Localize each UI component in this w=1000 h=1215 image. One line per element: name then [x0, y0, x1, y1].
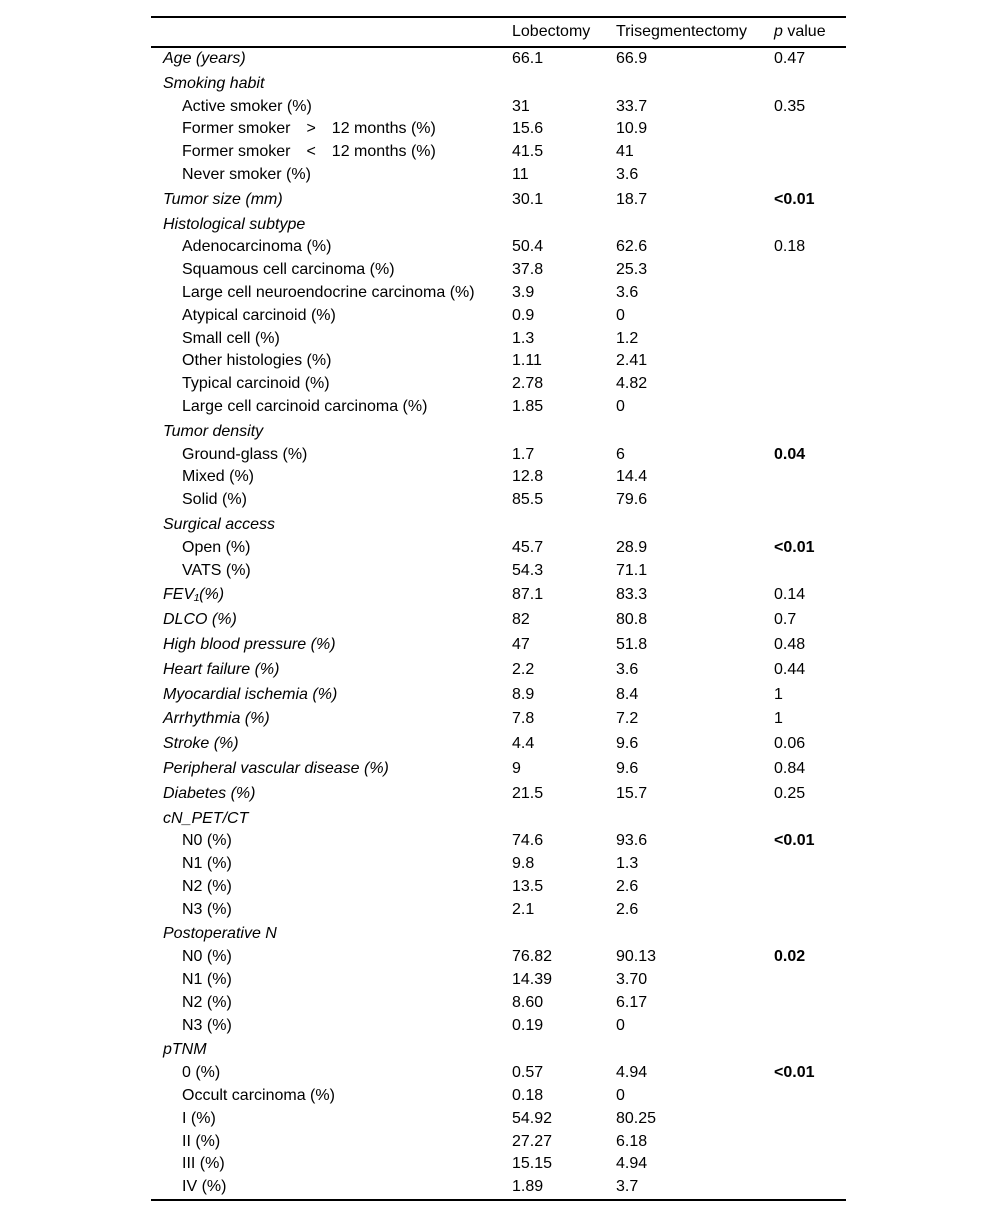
p-value: <0.01: [774, 832, 815, 850]
trisegmentectomy-value: 0: [616, 1016, 625, 1034]
p-value: <0.01: [774, 538, 815, 556]
p-value: [774, 899, 846, 922]
lobectomy-value: 2.1: [512, 900, 535, 918]
row-label: Squamous cell carcinoma (%): [182, 261, 395, 279]
row-label: Age (years): [163, 50, 246, 67]
header-lobectomy: Lobectomy: [512, 17, 616, 47]
row-label: Histological subtype: [163, 215, 306, 233]
trisegmentectomy-value: 25.3: [616, 261, 648, 279]
lobectomy-value: 1.11: [512, 352, 542, 370]
lobectomy-value: 0.19: [512, 1016, 544, 1034]
trisegmentectomy-value: 15.7: [616, 784, 648, 802]
trisegmentectomy-value: [616, 921, 774, 946]
lobectomy-value: 1.7: [512, 445, 535, 463]
p-value: <0.01: [774, 1064, 815, 1082]
row-label: N2 (%): [182, 993, 232, 1011]
table-row: [151, 899, 846, 922]
table-row: [151, 466, 846, 489]
lobectomy-value: 50.4: [512, 238, 544, 256]
trisegmentectomy-value: 1.2: [616, 329, 639, 347]
trisegmentectomy-value: 33.7: [616, 97, 648, 115]
p-value: [774, 921, 846, 946]
lobectomy-value: 8.9: [512, 685, 535, 703]
trisegmentectomy-value: [616, 212, 774, 237]
row-label: Former smoker < 12 months (%): [182, 143, 436, 161]
lobectomy-value: 41.5: [512, 143, 544, 161]
table-row: [151, 419, 846, 444]
trisegmentectomy-value: 4.94: [616, 1064, 648, 1082]
row-label: Smoking habit: [163, 74, 265, 92]
row-label: cN_PET/CT: [163, 809, 249, 827]
lobectomy-value: [512, 512, 616, 537]
trisegmentectomy-value: 3.6: [616, 660, 639, 678]
row-label: N2 (%): [182, 877, 232, 895]
row-label: Surgical access: [163, 515, 276, 533]
row-label: Tumor density: [163, 422, 264, 440]
p-value: 0.47: [774, 50, 806, 67]
lobectomy-value: 54.3: [512, 561, 544, 579]
p-value: [774, 373, 846, 396]
p-value: 0.25: [774, 784, 806, 802]
lobectomy-value: 3.9: [512, 283, 535, 301]
trisegmentectomy-value: 2.41: [616, 352, 648, 370]
row-label: I (%): [182, 1109, 216, 1127]
p-value: [774, 1037, 846, 1062]
row-label: Peripheral vascular disease (%): [163, 759, 389, 777]
row-label: III (%): [182, 1155, 225, 1173]
p-value: 0.04: [774, 445, 806, 463]
p-value: [774, 350, 846, 373]
trisegmentectomy-value: 28.9: [616, 538, 648, 556]
p-value: 0.35: [774, 97, 806, 115]
table-row: [151, 1131, 846, 1154]
p-value: [774, 560, 846, 583]
p-value: [774, 419, 846, 444]
p-value: [774, 396, 846, 419]
table-row: [151, 706, 846, 731]
p-value: 0.06: [774, 735, 806, 753]
lobectomy-value: 2.2: [512, 660, 535, 678]
table-row: [151, 582, 846, 607]
row-label: N1 (%): [182, 971, 232, 989]
lobectomy-value: 1.3: [512, 329, 535, 347]
lobectomy-value: 74.6: [512, 832, 544, 850]
trisegmentectomy-value: 51.8: [616, 635, 648, 653]
table-row: [151, 236, 846, 259]
lobectomy-value: 2.78: [512, 375, 544, 393]
table-header-row: [151, 17, 846, 47]
p-value: [774, 259, 846, 282]
row-label: N3 (%): [182, 900, 232, 918]
row-label: Small cell (%): [182, 329, 280, 347]
trisegmentectomy-value: 71.1: [616, 561, 648, 579]
table-row: [151, 350, 846, 373]
lobectomy-value: 37.8: [512, 261, 544, 279]
row-label: FEV₁(%): [163, 586, 225, 604]
trisegmentectomy-value: 0: [616, 306, 625, 324]
row-label: Diabetes (%): [163, 784, 256, 802]
table-row: [151, 47, 846, 71]
trisegmentectomy-value: 4.94: [616, 1155, 648, 1173]
lobectomy-value: 21.5: [512, 784, 544, 802]
p-value: [774, 141, 846, 164]
p-value: 0.18: [774, 238, 806, 256]
row-label: Stroke (%): [163, 735, 239, 753]
table-row: [151, 96, 846, 119]
trisegmentectomy-value: 79.6: [616, 491, 648, 509]
p-value: [774, 876, 846, 899]
p-value: <0.01: [774, 190, 815, 208]
lobectomy-value: 1.85: [512, 397, 544, 415]
table-row: [151, 560, 846, 583]
table-row: [151, 946, 846, 969]
table-row: [151, 1037, 846, 1062]
trisegmentectomy-value: 8.4: [616, 685, 639, 703]
row-label: Mixed (%): [182, 468, 255, 486]
table-row: [151, 969, 846, 992]
p-value: [774, 1085, 846, 1108]
table-row: [151, 731, 846, 756]
trisegmentectomy-value: 83.3: [616, 586, 648, 604]
trisegmentectomy-value: 90.13: [616, 948, 657, 966]
row-label: Heart failure (%): [163, 660, 280, 678]
row-label: N0 (%): [182, 832, 232, 850]
trisegmentectomy-value: 0: [616, 1087, 625, 1105]
trisegmentectomy-value: [616, 1037, 774, 1062]
trisegmentectomy-value: 3.7: [616, 1178, 639, 1196]
row-label: Solid (%): [182, 491, 247, 509]
table-row: [151, 1108, 846, 1131]
row-label: N1 (%): [182, 855, 232, 873]
lobectomy-value: 12.8: [512, 468, 544, 486]
p-value: [774, 282, 846, 305]
trisegmentectomy-value: 80.25: [616, 1109, 657, 1127]
row-label: Former smoker > 12 months (%): [182, 120, 436, 138]
lobectomy-value: 30.1: [512, 190, 544, 208]
trisegmentectomy-value: [616, 512, 774, 537]
row-label: Arrhythmia (%): [163, 710, 270, 728]
lobectomy-value: 0.57: [512, 1064, 544, 1082]
trisegmentectomy-value: 18.7: [616, 190, 648, 208]
p-value: 0.14: [774, 586, 806, 604]
header-empty: [151, 17, 512, 47]
table-row: [151, 187, 846, 212]
lobectomy-value: 47: [512, 635, 530, 653]
lobectomy-value: 54.92: [512, 1109, 553, 1127]
trisegmentectomy-value: 62.6: [616, 238, 648, 256]
row-label: Postoperative N: [163, 925, 277, 943]
trisegmentectomy-value: 80.8: [616, 611, 648, 629]
lobectomy-value: [512, 921, 616, 946]
row-label: Large cell carcinoid carcinoma (%): [182, 397, 428, 415]
lobectomy-value: 0.9: [512, 306, 535, 324]
table-row: [151, 607, 846, 632]
lobectomy-value: 85.5: [512, 491, 544, 509]
p-value: [774, 969, 846, 992]
table-row: [151, 396, 846, 419]
p-value: [774, 71, 846, 96]
row-label: Typical carcinoid (%): [182, 375, 330, 393]
trisegmentectomy-value: 3.70: [616, 971, 648, 989]
row-label: Active smoker (%): [182, 97, 312, 115]
lobectomy-value: [512, 212, 616, 237]
p-value: [774, 1176, 846, 1200]
lobectomy-value: 1.89: [512, 1178, 544, 1196]
p-value-italic-p: p: [774, 23, 783, 40]
row-label: Other histologies (%): [182, 352, 332, 370]
p-value: 1: [774, 710, 783, 728]
trisegmentectomy-value: 3.6: [616, 283, 639, 301]
lobectomy-value: 4.4: [512, 735, 535, 753]
patient-characteristics-table: [151, 16, 846, 1201]
trisegmentectomy-value: 93.6: [616, 832, 648, 850]
trisegmentectomy-value: 0: [616, 397, 625, 415]
p-value: 0.02: [774, 948, 806, 966]
trisegmentectomy-value: 6.17: [616, 993, 648, 1011]
lobectomy-value: [512, 71, 616, 96]
table-row: [151, 781, 846, 806]
table-row: [151, 632, 846, 657]
row-label: IV (%): [182, 1178, 227, 1196]
p-value: [774, 489, 846, 512]
table-row: [151, 537, 846, 560]
table-row: [151, 657, 846, 682]
trisegmentectomy-value: 7.2: [616, 710, 639, 728]
table-row: [151, 921, 846, 946]
p-value: 0.7: [774, 611, 797, 629]
lobectomy-value: 45.7: [512, 538, 544, 556]
row-label: VATS (%): [182, 561, 251, 579]
trisegmentectomy-value: 10.9: [616, 120, 648, 138]
table-row: [151, 1085, 846, 1108]
lobectomy-value: 82: [512, 611, 530, 629]
row-label: II (%): [182, 1132, 221, 1150]
p-value: [774, 118, 846, 141]
trisegmentectomy-value: 1.3: [616, 855, 639, 873]
trisegmentectomy-value: 9.6: [616, 735, 639, 753]
table-row: [151, 1153, 846, 1176]
p-value: 0.44: [774, 660, 806, 678]
row-label: DLCO (%): [163, 611, 237, 629]
header-p-value: [774, 17, 846, 47]
row-label: 0 (%): [182, 1064, 221, 1082]
row-label: Occult carcinoma (%): [182, 1087, 335, 1105]
trisegmentectomy-value: 2.6: [616, 900, 639, 918]
lobectomy-value: 7.8: [512, 710, 535, 728]
table-row: [151, 164, 846, 187]
table-row: [151, 1015, 846, 1038]
lobectomy-value: 27.27: [512, 1132, 553, 1150]
trisegmentectomy-value: 4.82: [616, 375, 648, 393]
p-value: [774, 1131, 846, 1154]
header-trisegmentectomy: Trisegmentectomy: [616, 17, 774, 47]
p-value: [774, 806, 846, 831]
table-row: [151, 444, 846, 467]
row-label: Tumor size (mm): [163, 190, 283, 208]
trisegmentectomy-value: 14.4: [616, 468, 648, 486]
lobectomy-value: [512, 806, 616, 831]
lobectomy-value: 15.6: [512, 120, 544, 138]
lobectomy-value: 14.39: [512, 971, 553, 989]
table-row: [151, 682, 846, 707]
lobectomy-value: 11: [512, 165, 529, 183]
row-label: Large cell neuroendocrine carcinoma (%): [182, 283, 475, 301]
lobectomy-value: 9: [512, 759, 521, 777]
p-value: [774, 853, 846, 876]
p-value: [774, 164, 846, 187]
table-row: [151, 282, 846, 305]
row-label: Atypical carcinoid (%): [182, 306, 336, 324]
p-value: [774, 992, 846, 1015]
p-value: [774, 212, 846, 237]
row-label: N0 (%): [182, 948, 232, 966]
row-label: Myocardial ischemia (%): [163, 685, 338, 703]
table-row: [151, 71, 846, 96]
trisegmentectomy-value: 9.6: [616, 759, 639, 777]
table-row: [151, 489, 846, 512]
trisegmentectomy-value: [616, 71, 774, 96]
table-row: [151, 756, 846, 781]
table-row: [151, 992, 846, 1015]
table-row: [151, 1062, 846, 1085]
row-label: Open (%): [182, 538, 251, 556]
lobectomy-value: 0.18: [512, 1087, 544, 1105]
lobectomy-value: 9.8: [512, 855, 535, 873]
lobectomy-value: 66.1: [512, 50, 544, 67]
lobectomy-value: 13.5: [512, 877, 544, 895]
p-value: [774, 1108, 846, 1131]
trisegmentectomy-value: 41: [616, 143, 634, 161]
trisegmentectomy-value: 66.9: [616, 50, 648, 67]
trisegmentectomy-value: [616, 419, 774, 444]
row-label: High blood pressure (%): [163, 635, 336, 653]
row-label: pTNM: [163, 1041, 207, 1059]
lobectomy-value: 31: [512, 97, 530, 115]
p-value: 1: [774, 685, 783, 703]
trisegmentectomy-value: 6: [616, 445, 625, 463]
row-label: N3 (%): [182, 1016, 232, 1034]
p-value: [774, 466, 846, 489]
lobectomy-value: 87.1: [512, 586, 544, 604]
table-row: [151, 1176, 846, 1200]
table-row: [151, 212, 846, 237]
table-row: [151, 512, 846, 537]
p-value: [774, 328, 846, 351]
table-row: [151, 328, 846, 351]
table-row: [151, 876, 846, 899]
row-label: Ground-glass (%): [182, 445, 308, 463]
table-row: [151, 373, 846, 396]
lobectomy-value: 76.82: [512, 948, 553, 966]
p-value: [774, 1015, 846, 1038]
p-value: [774, 1153, 846, 1176]
p-value-rest: value: [782, 23, 826, 40]
p-value: 0.84: [774, 759, 806, 777]
lobectomy-value: [512, 419, 616, 444]
p-value: [774, 305, 846, 328]
table-row: [151, 259, 846, 282]
table-row: [151, 141, 846, 164]
lobectomy-value: 15.15: [512, 1155, 553, 1173]
p-value: [774, 512, 846, 537]
table-body: [151, 47, 846, 1200]
trisegmentectomy-value: 3.6: [616, 165, 639, 183]
lobectomy-value: 8.60: [512, 993, 544, 1011]
trisegmentectomy-value: 2.6: [616, 877, 639, 895]
trisegmentectomy-value: [616, 806, 774, 831]
table-row: [151, 853, 846, 876]
row-label: Never smoker (%): [182, 165, 311, 183]
table-row: [151, 806, 846, 831]
table-row: [151, 305, 846, 328]
table-row: [151, 118, 846, 141]
lobectomy-value: [512, 1037, 616, 1062]
p-value: 0.48: [774, 635, 806, 653]
trisegmentectomy-value: 6.18: [616, 1132, 648, 1150]
row-label: Adenocarcinoma (%): [182, 238, 332, 256]
table-row: [151, 830, 846, 853]
